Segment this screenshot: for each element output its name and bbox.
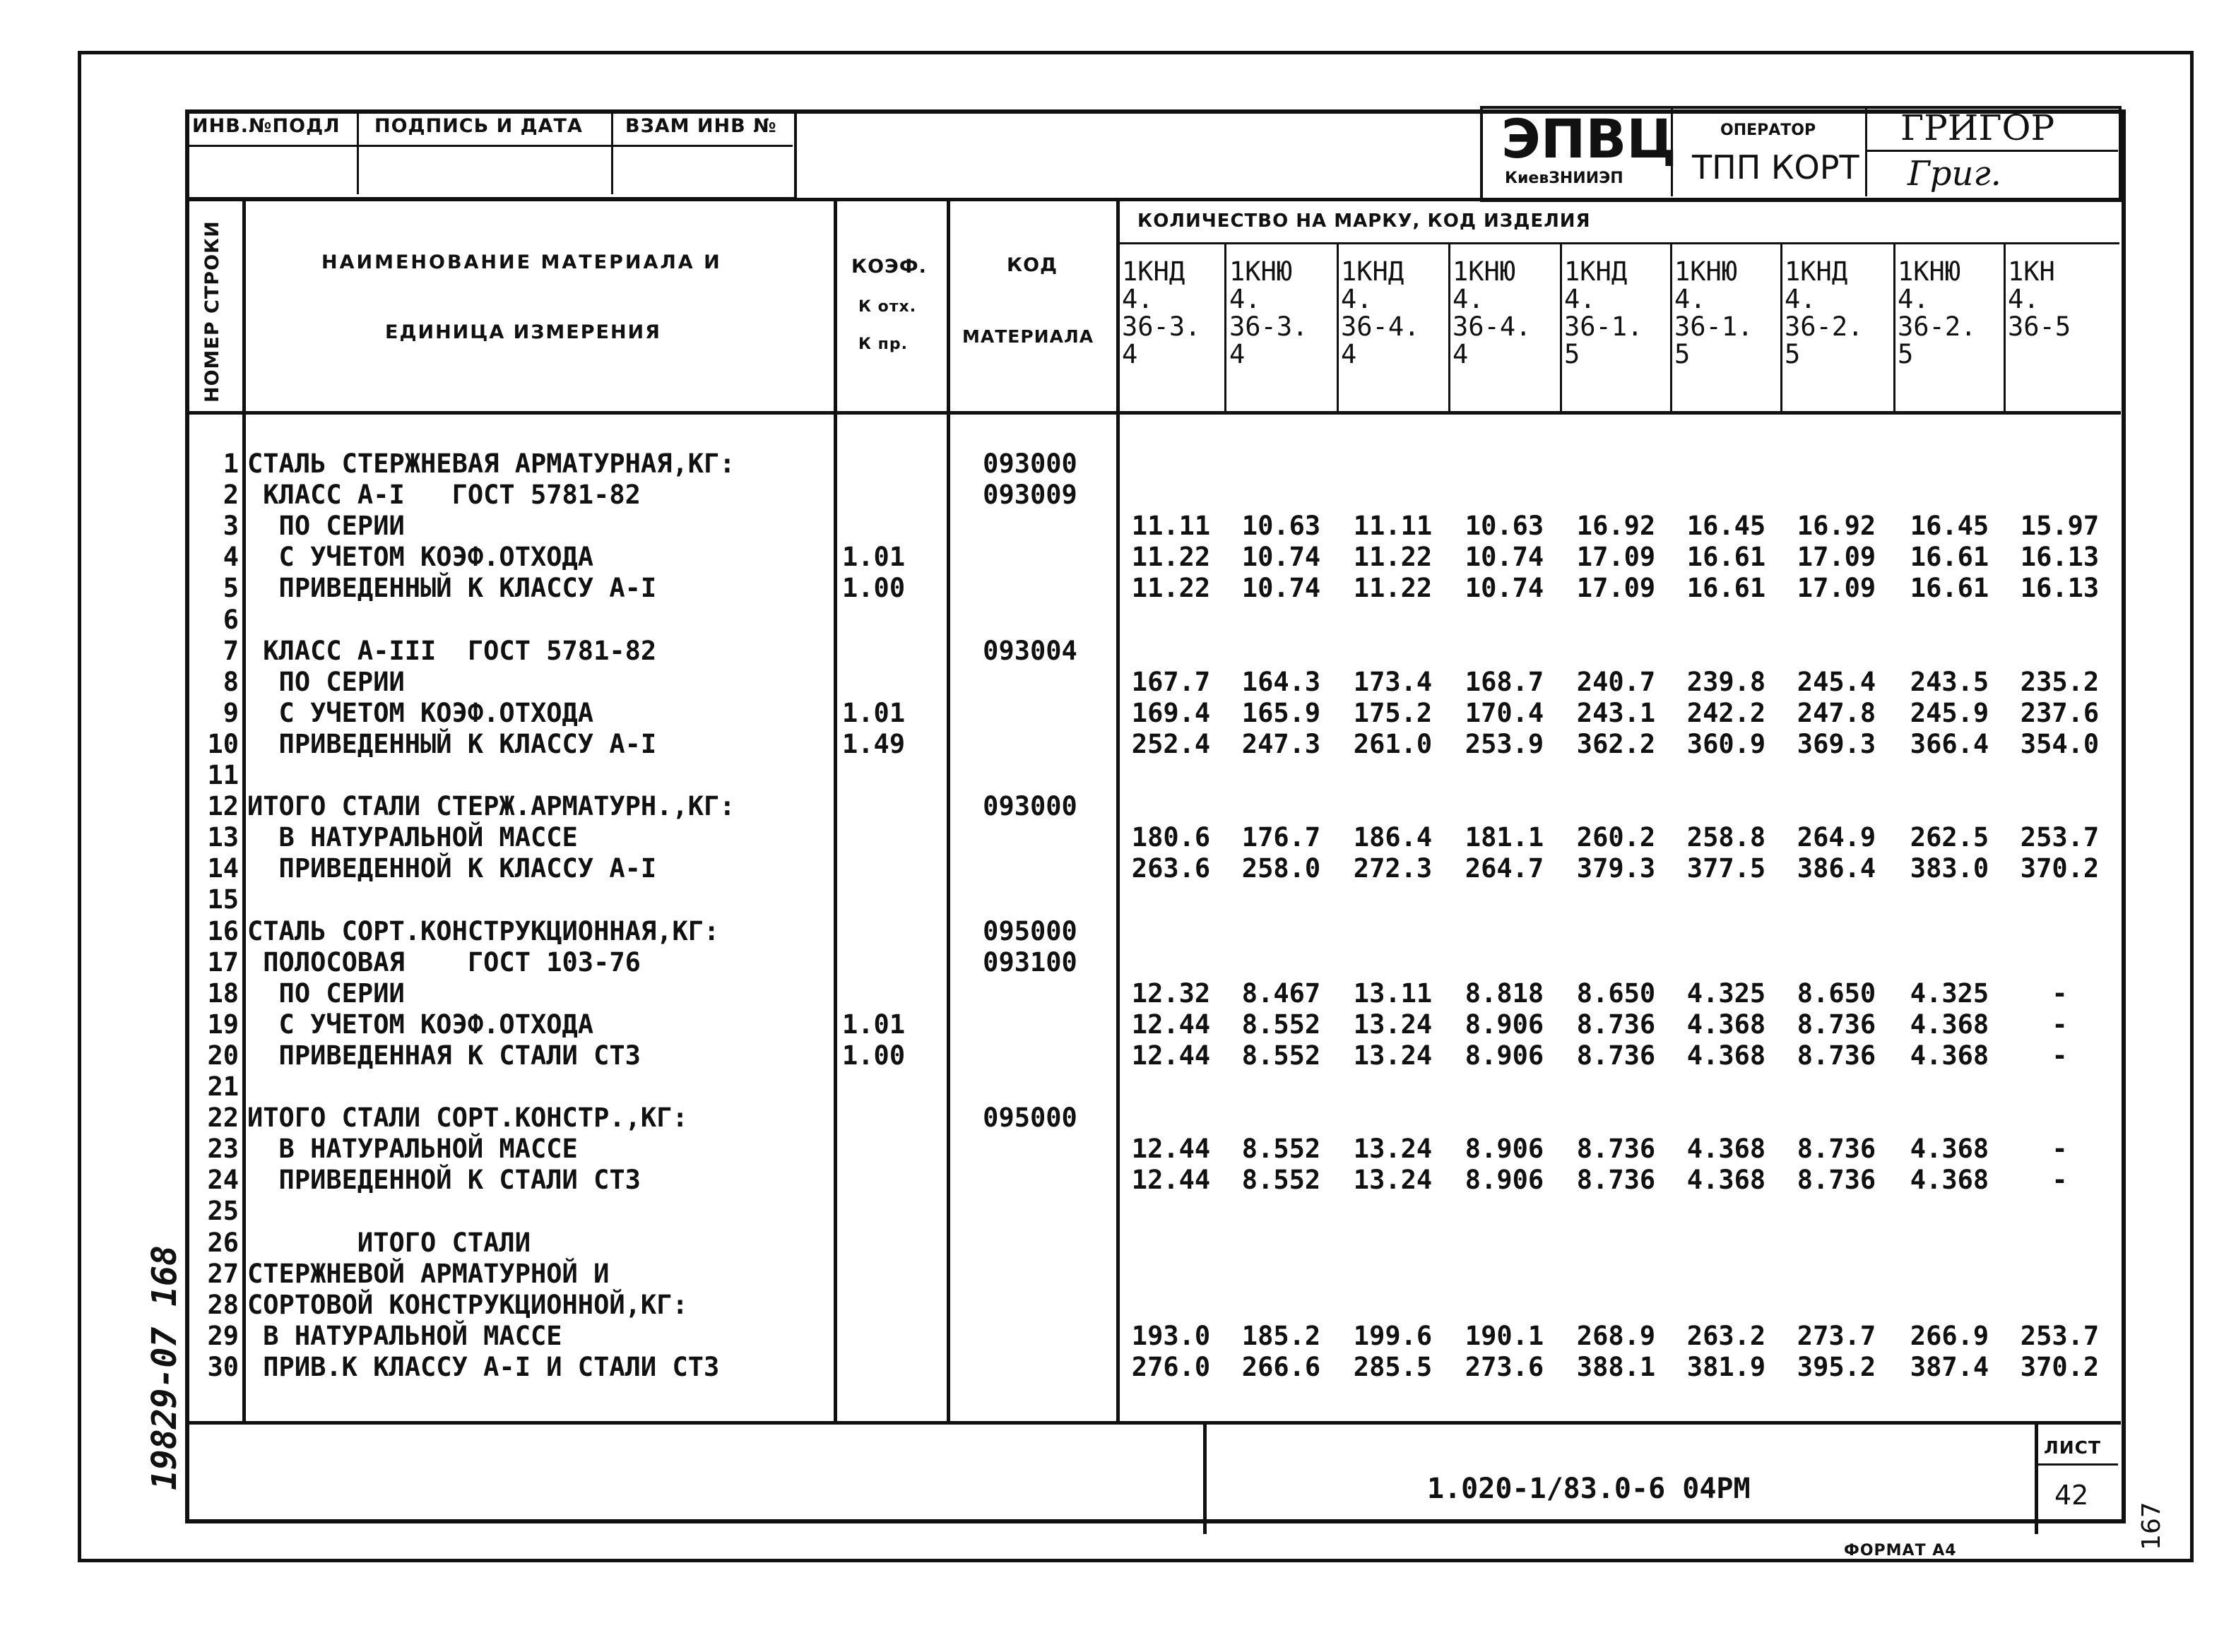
quantity-value: 10.63 — [1465, 511, 1544, 542]
row-number: 27 — [207, 1258, 239, 1289]
quantity-value: 276.0 — [1131, 1351, 1211, 1382]
quantity-value: 17.09 — [1797, 573, 1876, 604]
quantity-value: 388.1 — [1576, 1351, 1656, 1382]
quantity-value: 4.368 — [1910, 1134, 1989, 1165]
product-col-divider — [1780, 244, 1782, 412]
row-number: 28 — [207, 1289, 239, 1320]
quantity-value: 258.0 — [1241, 853, 1321, 884]
row-number: 20 — [207, 1040, 239, 1071]
quantity-value: 360.9 — [1686, 728, 1766, 759]
signer-name: ГРИГОР — [1900, 107, 2055, 148]
stamp-divider — [1865, 150, 2118, 152]
table-row — [0, 1352, 2236, 1383]
row-number: 7 — [223, 635, 239, 666]
quantity-value: 242.2 — [1686, 697, 1766, 728]
quantity-value: 199.6 — [1353, 1320, 1433, 1351]
product-col-divider — [1337, 244, 1339, 412]
material-name: СТАЛЬ СОРТ.КОНСТРУКЦИОННАЯ,КГ: — [247, 915, 720, 946]
product-col-divider — [1560, 244, 1562, 412]
material-name: ПОЛОСОВАЯ ГОСТ 103-76 — [247, 946, 641, 977]
row-number: 13 — [207, 822, 239, 853]
quantity-value: - — [2052, 1040, 2068, 1071]
product-column-header: 1КНД 4. 36-4. 4 — [1341, 256, 1420, 369]
quantity-value: 258.8 — [1686, 822, 1766, 853]
quantity-value: 8.906 — [1465, 1165, 1544, 1196]
material-name: В НАТУРАЛЬНОЙ МАССЕ — [247, 822, 578, 853]
quantity-value: 272.3 — [1353, 853, 1433, 884]
quantity-value: 245.4 — [1797, 666, 1876, 697]
row-number: 17 — [207, 946, 239, 977]
material-name: В НАТУРАЛЬНОЙ МАССЕ — [247, 1320, 562, 1351]
row-number: 1 — [223, 448, 239, 479]
product-column-header: 1КНЮ 4. 36-4. 4 — [1453, 256, 1532, 369]
coefficient: 1.01 — [842, 1009, 906, 1040]
quantity-value: 10.74 — [1465, 542, 1544, 573]
material-name: С УЧЕТОМ КОЭФ.ОТХОДА — [247, 542, 594, 573]
table-row — [0, 1040, 2236, 1071]
quantity-value: 185.2 — [1241, 1320, 1321, 1351]
quantity-value: 167.7 — [1131, 666, 1211, 697]
quantity-value: 165.9 — [1241, 697, 1321, 728]
quantity-value: 16.13 — [2020, 542, 2100, 573]
row-number: 2 — [223, 480, 239, 511]
quantity-value: 16.92 — [1797, 511, 1876, 542]
quantity-value: 8.906 — [1465, 1134, 1544, 1165]
table-row — [0, 884, 2236, 915]
coef-header-2: К отх. — [858, 298, 917, 316]
quantity-value: 13.24 — [1353, 1009, 1433, 1040]
row-number: 3 — [223, 511, 239, 542]
product-column-header: 1КНЮ 4. 36-1. 5 — [1674, 256, 1753, 369]
coefficient: 1.00 — [842, 1040, 906, 1071]
quantity-value: 253.7 — [2020, 822, 2100, 853]
quantity-value: 370.2 — [2020, 1351, 2100, 1382]
product-col-divider — [1224, 244, 1226, 412]
quantity-value: 235.2 — [2020, 666, 2100, 697]
quantity-value: 175.2 — [1353, 697, 1433, 728]
org-subtitle: КиевЗНИИЭП — [1505, 170, 1623, 187]
quantity-value: 262.5 — [1910, 822, 1989, 853]
material-name: ПРИВЕДЕННЫЙ К КЛАССУ А-I — [247, 573, 657, 604]
quantity-value: 8.736 — [1576, 1134, 1656, 1165]
quantity-value: 181.1 — [1465, 822, 1544, 853]
coef-header-1: КОЭФ. — [851, 256, 927, 278]
material-name: КЛАСС А-III ГОСТ 5781-82 — [247, 635, 657, 666]
quantity-value: 16.61 — [1686, 542, 1766, 573]
header-bottom-line — [185, 411, 2121, 415]
quantity-value: 4.325 — [1686, 977, 1766, 1009]
quantity-header-line — [1120, 242, 2119, 244]
quantity-value: 4.368 — [1686, 1009, 1766, 1040]
coefficient: 1.00 — [842, 573, 906, 604]
table-row — [0, 1290, 2236, 1321]
sheet-label: ЛИСТ — [2044, 1437, 2102, 1458]
quantity-value: 386.4 — [1797, 853, 1876, 884]
product-column-header: 1КНД 4. 36-3. 4 — [1122, 256, 1201, 369]
quantity-value: 13.24 — [1353, 1134, 1433, 1165]
quantity-value: 8.818 — [1465, 977, 1544, 1009]
table-row — [0, 1196, 2236, 1227]
quantity-value: 10.74 — [1465, 573, 1544, 604]
quantity-value: 237.6 — [2020, 697, 2100, 728]
quantity-value: 239.8 — [1686, 666, 1766, 697]
quantity-value: 379.3 — [1576, 853, 1656, 884]
quantity-value: 16.13 — [2020, 573, 2100, 604]
material-name: ПО СЕРИИ — [247, 666, 405, 697]
table-row — [0, 1134, 2236, 1165]
footer-divider — [1203, 1421, 1207, 1534]
quantity-value: 190.1 — [1465, 1320, 1544, 1351]
material-name: В НАТУРАЛЬНОЙ МАССЕ — [247, 1134, 578, 1165]
table-row — [0, 1321, 2236, 1352]
quantity-value: 11.22 — [1131, 573, 1211, 604]
material-code: 093000 — [983, 791, 1077, 822]
document-code: 1.020-1/83.0-6 04РМ — [1427, 1473, 1751, 1505]
quantity-value: 8.650 — [1576, 977, 1656, 1009]
quantity-value: 11.22 — [1353, 542, 1433, 573]
row-number: 5 — [223, 573, 239, 604]
table-row — [0, 1165, 2236, 1196]
row-number: 6 — [223, 604, 239, 635]
coefficient: 1.01 — [842, 542, 906, 573]
quantity-value: 180.6 — [1131, 822, 1211, 853]
quantity-value: 12.44 — [1131, 1134, 1211, 1165]
material-code: 095000 — [983, 1103, 1077, 1134]
quantity-value: 387.4 — [1910, 1351, 1989, 1382]
quantity-value: 247.3 — [1241, 728, 1321, 759]
quantity-value: 243.5 — [1910, 666, 1989, 697]
quantity-value: 247.8 — [1797, 697, 1876, 728]
material-name: ПРИВЕДЕННОЙ К СТАЛИ СТ3 — [247, 1165, 641, 1196]
quantity-value: 11.11 — [1131, 511, 1211, 542]
quantity-value: 173.4 — [1353, 666, 1433, 697]
table-row — [0, 573, 2236, 604]
product-col-divider — [1448, 244, 1450, 412]
quantity-value: 10.74 — [1241, 542, 1321, 573]
material-name: СТАЛЬ СТЕРЖНЕВАЯ АРМАТУРНАЯ,КГ: — [247, 448, 735, 479]
quantity-value: 253.7 — [2020, 1320, 2100, 1351]
table-row — [0, 791, 2236, 822]
quantity-value: 11.11 — [1353, 511, 1433, 542]
coef-header-3: К пр. — [858, 335, 908, 353]
table-row — [0, 605, 2236, 636]
inv-podl-label: ИНВ.№ПОДЛ — [192, 115, 341, 137]
table-row — [0, 667, 2236, 698]
row-number: 21 — [207, 1071, 239, 1102]
product-col-divider — [1670, 244, 1672, 412]
stamp-divider — [611, 109, 613, 194]
quantity-value: 16.45 — [1686, 511, 1766, 542]
quantity-value: 8.552 — [1241, 1040, 1321, 1071]
quantity-value: 8.552 — [1241, 1134, 1321, 1165]
quantity-value: 273.7 — [1797, 1320, 1876, 1351]
table-row — [0, 448, 2236, 480]
quantity-value: 13.24 — [1353, 1040, 1433, 1071]
row-number: 14 — [207, 853, 239, 884]
table-row — [0, 480, 2236, 511]
row-number: 30 — [207, 1351, 239, 1382]
quantity-value: 13.11 — [1353, 977, 1433, 1009]
quantity-value: 273.6 — [1465, 1351, 1544, 1382]
product-column-header: 1КНД 4. 36-2. 5 — [1785, 256, 1864, 369]
quantity-value: 264.7 — [1465, 853, 1544, 884]
material-name: ПРИВЕДЕННЫЙ К КЛАССУ А-I — [247, 728, 657, 759]
quantity-value: 17.09 — [1576, 542, 1656, 573]
quantity-value: 260.2 — [1576, 822, 1656, 853]
quantity-value: 8.552 — [1241, 1165, 1321, 1196]
row-number: 26 — [207, 1227, 239, 1258]
quantity-value: 164.3 — [1241, 666, 1321, 697]
product-col-divider — [1893, 244, 1895, 412]
quantity-value: 16.61 — [1686, 573, 1766, 604]
table-row — [0, 729, 2236, 760]
org-name: ЭПВЦ — [1501, 107, 1676, 170]
quantity-value: - — [2052, 1165, 2068, 1196]
quantity-value: 4.368 — [1686, 1165, 1766, 1196]
quantity-value: 362.2 — [1576, 728, 1656, 759]
material-code: 093004 — [983, 635, 1077, 666]
quantity-value: 11.22 — [1353, 573, 1433, 604]
row-number: 16 — [207, 915, 239, 946]
quantity-value: 11.22 — [1131, 542, 1211, 573]
quantity-value: 8.736 — [1576, 1009, 1656, 1040]
material-name: КЛАСС А-I ГОСТ 5781-82 — [247, 480, 641, 511]
quantity-value: 366.4 — [1910, 728, 1989, 759]
quantity-header: КОЛИЧЕСТВО НА МАРКУ, КОД ИЗДЕЛИЯ — [1137, 210, 1591, 232]
row-number: 15 — [207, 884, 239, 915]
quantity-value: 186.4 — [1353, 822, 1433, 853]
quantity-value: 8.736 — [1576, 1165, 1656, 1196]
table-row — [0, 947, 2236, 978]
quantity-value: 245.9 — [1910, 697, 1989, 728]
quantity-value: 12.32 — [1131, 977, 1211, 1009]
quantity-value: 8.906 — [1465, 1009, 1544, 1040]
podpis-data-label: ПОДПИСЬ И ДАТА — [374, 115, 583, 137]
table-row — [0, 1228, 2236, 1259]
material-name-header-2: ЕДИНИЦА ИЗМЕРЕНИЯ — [385, 321, 661, 343]
table-row — [0, 1009, 2236, 1040]
quantity-value: 16.45 — [1910, 511, 1989, 542]
quantity-value: 381.9 — [1686, 1351, 1766, 1382]
quantity-value: 4.368 — [1686, 1040, 1766, 1071]
material-name: ПО СЕРИИ — [247, 511, 405, 542]
quantity-value: 12.44 — [1131, 1165, 1211, 1196]
material-name: ИТОГО СТАЛИ СОРТ.КОНСТР.,КГ: — [247, 1103, 688, 1134]
row-number-header: НОМЕР СТРОКИ — [201, 220, 223, 403]
row-number: 4 — [223, 542, 239, 573]
product-column-header: 1КНД 4. 36-1. 5 — [1564, 256, 1643, 369]
table-row — [0, 636, 2236, 667]
signature: Григ. — [1907, 154, 2001, 194]
footer-sheet-line — [2035, 1463, 2118, 1466]
code-header-2: МАТЕРИАЛА — [962, 326, 1094, 347]
product-column-header: 1КНЮ 4. 36-3. 4 — [1229, 256, 1308, 369]
material-code: 093100 — [983, 946, 1077, 977]
quantity-value: 377.5 — [1686, 853, 1766, 884]
table-row — [0, 853, 2236, 884]
table-row — [0, 1103, 2236, 1134]
quantity-value: 263.6 — [1131, 853, 1211, 884]
quantity-value: 8.736 — [1576, 1040, 1656, 1071]
material-name: С УЧЕТОМ КОЭФ.ОТХОДА — [247, 1009, 594, 1040]
row-number: 18 — [207, 977, 239, 1009]
quantity-value: 10.74 — [1241, 573, 1321, 604]
coefficient: 1.01 — [842, 697, 906, 728]
footer-divider — [2035, 1421, 2038, 1534]
quantity-value: 8.906 — [1465, 1040, 1544, 1071]
quantity-value: 8.736 — [1797, 1009, 1876, 1040]
quantity-value: 12.44 — [1131, 1009, 1211, 1040]
quantity-value: 264.9 — [1797, 822, 1876, 853]
quantity-value: 266.6 — [1241, 1351, 1321, 1382]
quantity-value: 263.2 — [1686, 1320, 1766, 1351]
row-number: 10 — [207, 728, 239, 759]
quantity-value: 354.0 — [2020, 728, 2100, 759]
vzam-inv-label: ВЗАМ ИНВ № — [625, 115, 777, 137]
quantity-value: 12.44 — [1131, 1040, 1211, 1071]
material-code: 093000 — [983, 448, 1077, 479]
quantity-value: 369.3 — [1797, 728, 1876, 759]
stamp-divider — [185, 145, 793, 147]
quantity-value: 176.7 — [1241, 822, 1321, 853]
quantity-value: 15.97 — [2020, 511, 2100, 542]
quantity-value: 16.61 — [1910, 573, 1989, 604]
row-number: 24 — [207, 1165, 239, 1196]
quantity-value: 4.368 — [1910, 1009, 1989, 1040]
quantity-value: 252.4 — [1131, 728, 1211, 759]
material-name: СОРТОВОЙ КОНСТРУКЦИОННОЙ,КГ: — [247, 1289, 688, 1320]
quantity-value: 16.92 — [1576, 511, 1656, 542]
table-row — [0, 1259, 2236, 1290]
row-number: 19 — [207, 1009, 239, 1040]
table-row — [0, 1071, 2236, 1103]
table-row — [0, 978, 2236, 1009]
row-number: 25 — [207, 1196, 239, 1227]
footer-top-line — [185, 1421, 2121, 1425]
material-name: ПРИВ.К КЛАССУ А-I И СТАЛИ СТ3 — [247, 1351, 720, 1382]
material-name: С УЧЕТОМ КОЭФ.ОТХОДА — [247, 697, 594, 728]
quantity-value: 8.736 — [1797, 1134, 1876, 1165]
quantity-value: 193.0 — [1131, 1320, 1211, 1351]
material-name-header-1: НАИМЕНОВАНИЕ МАТЕРИАЛА И — [321, 251, 722, 273]
quantity-value: 17.09 — [1576, 573, 1656, 604]
quantity-value: - — [2052, 977, 2068, 1009]
code-header-1: КОД — [1007, 254, 1058, 276]
quantity-value: 261.0 — [1353, 728, 1433, 759]
margin-left-note: 19829-07 168 — [145, 1245, 184, 1490]
product-col-divider — [2004, 244, 2006, 412]
table-row — [0, 916, 2236, 947]
quantity-value: 8.736 — [1797, 1165, 1876, 1196]
quantity-value: 13.24 — [1353, 1165, 1433, 1196]
page-number-right: 167 — [2137, 1502, 2166, 1550]
quantity-value: - — [2052, 1009, 2068, 1040]
operator-value: ТПП КОРТ — [1692, 148, 1859, 186]
material-name: ПО СЕРИИ — [247, 977, 405, 1009]
row-number: 11 — [207, 760, 239, 790]
quantity-value: 253.9 — [1465, 728, 1544, 759]
quantity-value: 370.2 — [2020, 853, 2100, 884]
material-code: 093009 — [983, 480, 1077, 511]
quantity-value: 266.9 — [1910, 1320, 1989, 1351]
quantity-value: 16.61 — [1910, 542, 1989, 573]
material-name: ПРИВЕДЕННОЙ К КЛАССУ А-I — [247, 853, 657, 884]
quantity-value: 395.2 — [1797, 1351, 1876, 1382]
row-number: 8 — [223, 666, 239, 697]
quantity-value: 243.1 — [1576, 697, 1656, 728]
product-column-header: 1КН 4. 36-5 — [2008, 256, 2071, 342]
table-row — [0, 822, 2236, 853]
material-name: ИТОГО СТАЛИ СТЕРЖ.АРМАТУРН.,КГ: — [247, 791, 735, 822]
quantity-value: 285.5 — [1353, 1351, 1433, 1382]
quantity-value: 10.63 — [1241, 511, 1321, 542]
quantity-value: 383.0 — [1910, 853, 1989, 884]
table-row — [0, 760, 2236, 791]
quantity-value: 168.7 — [1465, 666, 1544, 697]
quantity-value: 8.467 — [1241, 977, 1321, 1009]
quantity-value: 8.552 — [1241, 1009, 1321, 1040]
row-number: 9 — [223, 697, 239, 728]
material-name: СТЕРЖНЕВОЙ АРМАТУРНОЙ И — [247, 1258, 610, 1289]
product-column-header: 1КНЮ 4. 36-2. 5 — [1898, 256, 1977, 369]
quantity-value: 17.09 — [1797, 542, 1876, 573]
row-number: 12 — [207, 791, 239, 822]
quantity-value: 4.368 — [1686, 1134, 1766, 1165]
row-number: 29 — [207, 1320, 239, 1351]
table-row — [0, 511, 2236, 542]
quantity-value: 170.4 — [1465, 697, 1544, 728]
quantity-value: 240.7 — [1576, 666, 1656, 697]
quantity-value: 268.9 — [1576, 1320, 1656, 1351]
quantity-value: 4.368 — [1910, 1165, 1989, 1196]
stamp-divider — [357, 109, 359, 194]
table-row — [0, 542, 2236, 573]
operator-label: ОПЕРАТОР — [1720, 121, 1816, 139]
row-number: 22 — [207, 1103, 239, 1134]
quantity-value: 4.325 — [1910, 977, 1989, 1009]
quantity-value: 8.736 — [1797, 1040, 1876, 1071]
quantity-value: 4.368 — [1910, 1040, 1989, 1071]
format-label: ФОРМАТ А4 — [1844, 1542, 1957, 1559]
table-row — [0, 698, 2236, 729]
material-code: 095000 — [983, 915, 1077, 946]
coefficient: 1.49 — [842, 728, 906, 759]
material-name: ИТОГО СТАЛИ — [247, 1227, 531, 1258]
sheet-number: 42 — [2054, 1480, 2089, 1511]
quantity-value: - — [2052, 1134, 2068, 1165]
header-top-line — [185, 198, 2121, 201]
quantity-value: 169.4 — [1131, 697, 1211, 728]
material-name: ПРИВЕДЕННАЯ К СТАЛИ СТ3 — [247, 1040, 641, 1071]
quantity-value: 8.650 — [1797, 977, 1876, 1009]
row-number: 23 — [207, 1134, 239, 1165]
